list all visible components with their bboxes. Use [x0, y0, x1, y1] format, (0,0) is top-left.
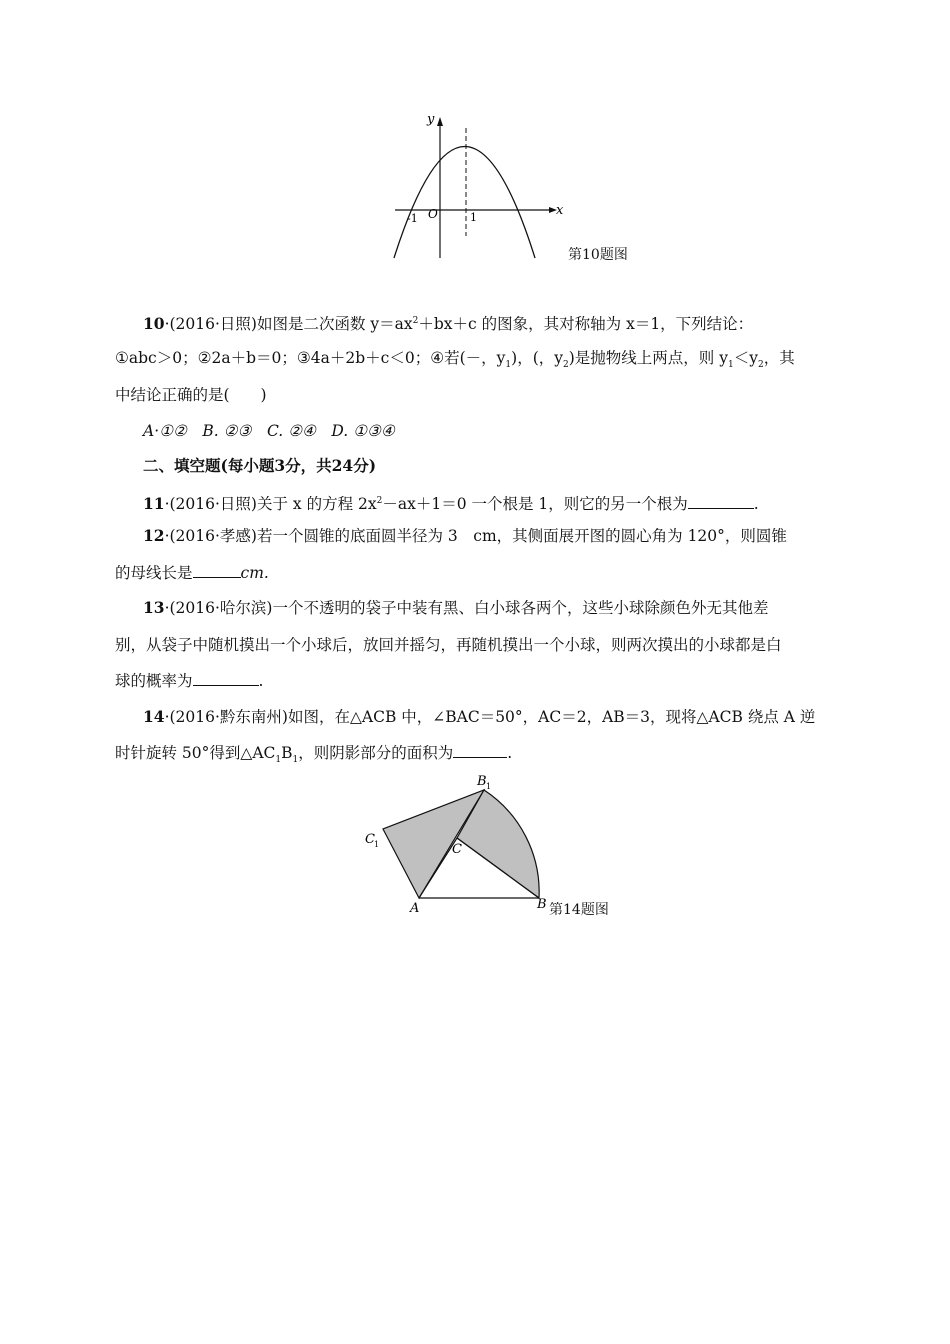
q10-number: 10	[143, 314, 165, 334]
figure-14-caption: 第14题图	[549, 902, 609, 918]
q10-line-3: 中结论正确的是( )	[115, 386, 267, 404]
figure-14-rotation	[355, 765, 555, 925]
q11-line: 11·(2016·日照)关于 x 的方程 $2x^2-ax+1=0$ 一个根是 1，则它的另一个根为 .	[143, 494, 759, 514]
q11-answer-blank[interactable]	[688, 494, 754, 509]
q13-number: 13	[143, 598, 165, 617]
figure-10-parabola	[385, 105, 585, 265]
q12-number: 12	[143, 526, 165, 545]
axis-label-y: y	[427, 112, 435, 127]
tick-label-1: 1	[470, 211, 477, 224]
q10-line-2: ①abc＞0；②2a＋b＝0；③4a＋2b＋c＜0；④若(－，$y_1$)，(，$y_2$)是抛物线上两点，则 $y_1<y_2$，其	[115, 349, 795, 371]
q13-line-3: 球的概率为 .	[115, 672, 264, 690]
q14-number: 14	[143, 707, 165, 726]
y-axis-arrow	[437, 117, 443, 126]
q12-answer-blank[interactable]	[193, 563, 241, 578]
label-c1-subscript: 1	[374, 840, 380, 849]
label-c1: C	[365, 832, 375, 847]
q12-line-1: 12·(2016·孝感)若一个圆锥的底面圆半径为 3 cm，其侧面展开图的圆心角为 120°，则圆锥	[143, 526, 787, 545]
label-b: B	[537, 897, 547, 912]
label-b1: B	[477, 774, 487, 789]
label-a: A	[410, 901, 420, 916]
label-c: C	[452, 842, 462, 857]
q11-number: 11	[143, 494, 165, 514]
origin-label: O	[428, 207, 438, 221]
tick-label-neg1: -1	[407, 212, 418, 225]
q13-answer-blank[interactable]	[193, 671, 259, 686]
q14-line-2: 时针旋转 50°得到$\triangle AC_1B_1$，则阴影部分的面积为 .	[115, 744, 513, 766]
q14-answer-blank[interactable]	[453, 743, 507, 758]
q13-line-2: 别，从袋子中随机摸出一个小球后，放回并摇匀，再随机摸出一个小球，则两次摸出的小球都是白	[115, 636, 782, 654]
q12-line-2: 的母线长是 cm.	[115, 564, 269, 582]
label-b1-subscript: 1	[486, 782, 492, 791]
section-2-title: 二、填空题(每小题3分，共24分)	[143, 456, 377, 475]
q10-options: A·①② B. ②③ C. ②④ D. ①③④	[143, 422, 395, 440]
figure-10-caption: 第10题图	[568, 247, 628, 263]
q10-line-1: 10·(2016·日照)如图是二次函数 $y=ax^2+bx+c$ 的图象，其对称轴为 x＝1，下列结论：	[143, 314, 754, 334]
parabola-curve	[394, 147, 535, 259]
q14-line-1: 14·(2016·黔东南州)如图，在△ACB 中，∠BAC＝50°，AC＝2，AB＝3，现将△ACB 绕点 A 逆	[143, 707, 816, 726]
q13-line-1: 13·(2016·哈尔滨)一个不透明的袋子中装有黑、白小球各两个，这些小球除颜色外无其他差	[143, 598, 769, 617]
axis-label-x: x	[556, 203, 564, 218]
